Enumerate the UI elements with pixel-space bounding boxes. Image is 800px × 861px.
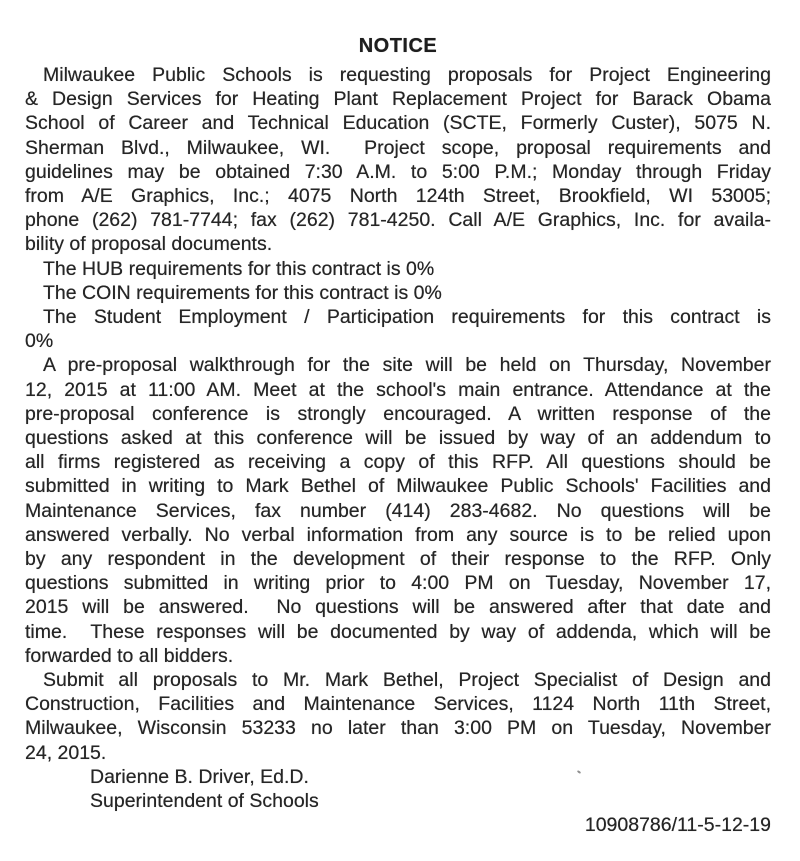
paragraph-line: Sherman Blvd., Milwaukee, WI. Project scope, proposal requirements and (25, 136, 771, 159)
paragraph-line: 0% (25, 330, 54, 353)
paragraph-line: School of Career and Technical Education (SCTE, Formerly Custer), 5075 N. (25, 112, 771, 135)
paragraph-line: forwarded to all bidders. (25, 644, 234, 667)
paragraph-line: Submit all proposals to Mr. Mark Bethel, Project Specialist of Design and (43, 669, 771, 692)
document-reference-number: 10908786/11-5-12-19 (584, 814, 771, 837)
paragraph-line: submitted in writing to Mark Bethel of Milwaukee Public Schools' Facilities and (25, 475, 771, 498)
notice-title: NOTICE (358, 35, 438, 57)
signature-block (25, 765, 771, 813)
paragraph-line: bility of proposal documents. (25, 233, 273, 256)
paragraph-line: Construction, Facilities and Maintenance Services, 1124 North 11th Street, (25, 693, 771, 716)
paragraph-line: all firms registered as receiving a copy of this RFP. All questions should be (25, 451, 771, 474)
signatory-name: Darienne B. Driver, Ed.D. (90, 765, 309, 788)
paragraph-line: 12, 2015 at 11:00 AM. Meet at the school's main entrance. Attendance at the (25, 378, 771, 401)
notice-body (25, 63, 771, 765)
paragraph-line: & Design Services for Heating Plant Replacement Project for Barack Obama (25, 88, 771, 111)
paragraph-line: guidelines may be obtained 7:30 A.M. to 5:00 P.M.; Monday through Friday (25, 160, 771, 183)
paragraph-line: Milwaukee, Wisconsin 53233 no later than 3:00 PM on Tuesday, November (25, 717, 771, 740)
paragraph-line: The HUB requirements for this contract is 0% (43, 257, 435, 280)
notice-content (25, 33, 771, 838)
paragraph-line: phone (262) 781-7744; fax (262) 781-4250. Call A/E Graphics, Inc. for availa- (25, 209, 771, 232)
paragraph-line: questions submitted in writing prior to 4:00 PM on Tuesday, November 17, (25, 572, 771, 595)
paragraph-line: Milwaukee Public Schools is requesting proposals for Project Engineering (43, 64, 771, 86)
paragraph-line: 2015 will be answered. No questions will be answered after that date and (25, 596, 771, 619)
paragraph-line: The COIN requirements for this contract is 0% (43, 281, 442, 304)
paragraph-line: time. These responses will be documented by way of addenda, which will be (25, 620, 771, 643)
paragraph-line: questions asked at this conference will be issued by way of an addendum to (25, 427, 771, 450)
paragraph-line: pre-proposal conference is strongly encouraged. A written response of the (25, 402, 771, 425)
paragraph-line: Maintenance Services, fax number (414) 283-4682. No questions will be (25, 499, 771, 522)
signatory-title: Superintendent of Schools (90, 790, 319, 813)
paragraph-line: 24, 2015. (25, 741, 107, 764)
paragraph-line: answered verbally. No verbal information from any source is to be relied upon (25, 523, 771, 546)
paragraph-line: from A/E Graphics, Inc.; 4075 North 124th Street, Brookfield, WI 53005; (25, 185, 771, 208)
paragraph-line: by any respondent in the development of their response to the RFP. Only (25, 548, 771, 571)
paragraph-line: The Student Employment / Participation requirements for this contract is (43, 306, 771, 329)
paragraph-line: A pre-proposal walkthrough for the site will be held on Thursday, November (43, 354, 771, 377)
